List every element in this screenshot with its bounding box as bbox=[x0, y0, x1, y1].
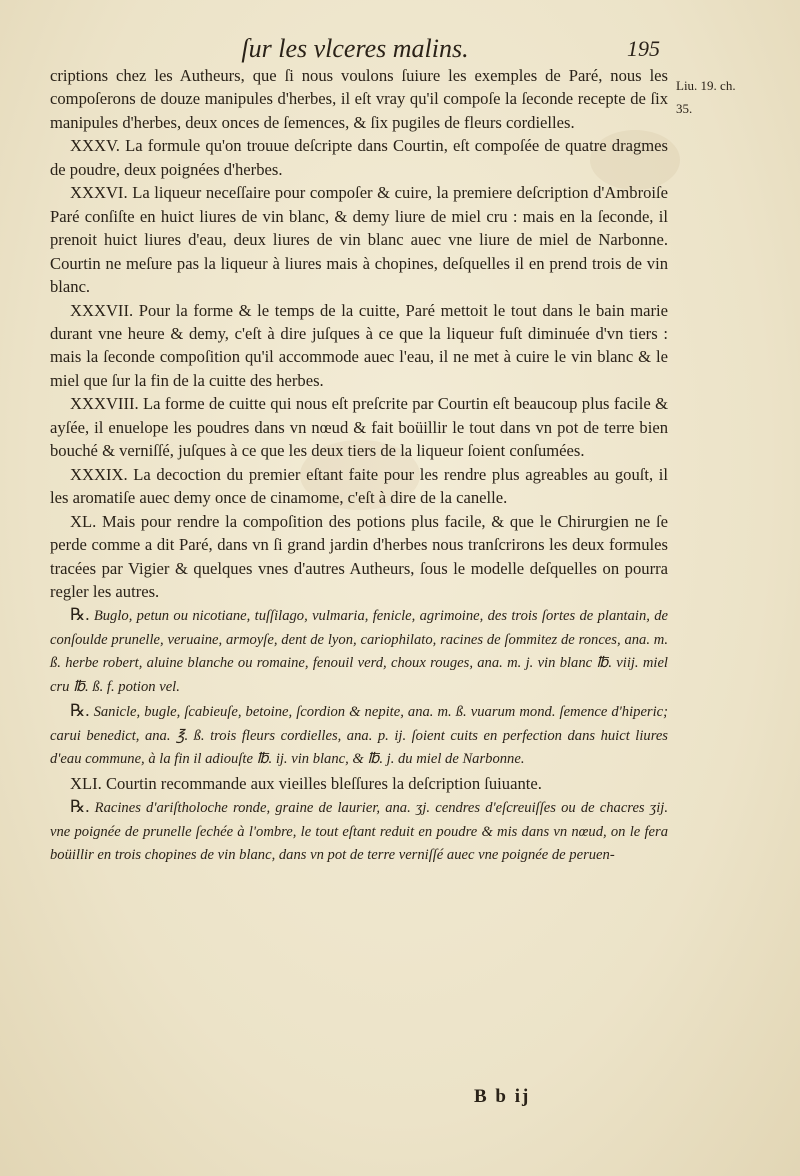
recipe-symbol: ℞. bbox=[70, 797, 90, 817]
running-title: ſur les vlceres malins. bbox=[241, 34, 469, 63]
margin-note-line: Liu. 19. ch. bbox=[676, 78, 736, 93]
recipe bbox=[50, 699, 668, 771]
paragraph: XXXVI. La liqueur neceſſaire pour compoſer & cuire, la premiere deſcription d'Ambroiſe Paré conſiſte en huict liures de vin blanc, & demy liure de miel cru : mais en la ſeconde, il prenoit huict liures d'eau, deux liures de vin blanc auec vne liure de miel de Narbonne. Courtin ne meſure pas la liqueur à liures mais à chopines, deſquelles il en prend trois de vin blanc. bbox=[50, 183, 668, 297]
recipe bbox=[50, 795, 668, 867]
recipe-symbol: ℞. bbox=[70, 605, 90, 625]
recipe-text: Sanicle, bugle, ſcabieuſe, betoine, ſcordion & nepite, ana. m. ß. vuarum mond. ſemence d'hiperic; carui benedict, ana. ℥. ß. trois fleurs cordielles, ana. p. ij. ſoient cuits en perfection dans huict liures d'eau commune, à la fin il adiouſte ℔. ij. vin blanc, & ℔. j. du miel de Narbonne. bbox=[50, 704, 668, 768]
body-text bbox=[50, 64, 668, 867]
paragraph: XL. Mais pour rendre la compoſition des potions plus facile, & que le Chirurgien ne ſe perde comme a dit Paré, dans vn ſi grand jardin d'herbes nous tranſcrirons les deux formules tracées par Vigier & quelques vnes d'autres Autheurs, ſous le modelle deſquelles on pourra regler les autres. bbox=[50, 511, 668, 601]
paragraph: XXXV. La formule qu'on trouue deſcripte dans Courtin, eſt compoſée de quatre dragmes de poudre, deux poignées d'herbes. bbox=[50, 136, 668, 179]
paragraph: XXXIX. La decoction du premier eſtant faite pour les rendre plus agreables au gouſt, il les aromatiſe auec demy once de cinamome, c'eſt à dire de la canelle. bbox=[50, 464, 668, 508]
recipe-text: Racines d'ariſtholoche ronde, graine de laurier, ana. ʒj. cendres d'eſcreuiſſes ou de chacres ʒij. vne poignée de prunelle ſechée à l'ombre, le tout eſtant reduit en poudre & mis dans vn nœud, on le fera boüillir en trois chopines de vin blanc, dans vn pot de terre verniſſé auec vne poignée de peruen- bbox=[50, 800, 668, 863]
signature-mark: B b ij bbox=[474, 1086, 531, 1107]
paragraph: XLI. Courtin recommande aux vieilles bleſſures la deſcription ſuiuante. bbox=[70, 773, 542, 793]
paragraph: XXXVII. Pour la forme & le temps de la cuitte, Paré mettoit le tout dans le bain marie durant vne heure & demy, c'eſt à dire juſques à ce que la liqueur fuſt diminuée d'vn tiers : mais la ſeconde compoſition qu'il accommode auec l'eau, il ne met à cuire le vin blanc & le miel que ſur la fin de la cuitte des herbes. bbox=[50, 300, 668, 390]
page-header bbox=[50, 34, 660, 66]
recipe-symbol: ℞. bbox=[70, 701, 90, 721]
paragraph: XXXVIII. La forme de cuitte qui nous eſt preſcrite par Courtin eſt beaucoup plus facile & ayſée, il enuelope les poudres dans vn nœud & fait boüillir le tout dans vn pot de terre bien bouché & verniſſé, juſques à ce que les deux tiers de la liqueur ſoient conſumées. bbox=[50, 394, 668, 461]
margin-note bbox=[676, 74, 786, 120]
page-number: 195 bbox=[627, 36, 660, 61]
margin-note-line: 35. bbox=[676, 101, 693, 116]
recipe bbox=[50, 603, 668, 699]
recipe-text: Buglo, petun ou nicotiane, tuſſilago, vulmaria, fenicle, agrimoine, des trois ſortes de plantain, de conſoulde prunelle, veruaine, armoyſe, dent de lyon, cariophilato, racines de ſommitez de ronces, ana. m. ß. herbe robert, aluine blanche ou romaine, fenouil verd, choux rouges, ana. m. j. vin blanc ℔. viij. miel cru ℔. ß. f. potion vel. bbox=[50, 608, 669, 695]
paragraph: criptions chez les Autheurs, que ſi nous voulons ſuiure les exemples de Paré, nous les compoſerons de douze manipules d'herbes, il eſt vray qu'il compoſe la ſeconde recepte de ſix manipules d'herbes, deux onces de ſemences, & ſix pugiles de fleurs cordielles. bbox=[50, 66, 668, 132]
